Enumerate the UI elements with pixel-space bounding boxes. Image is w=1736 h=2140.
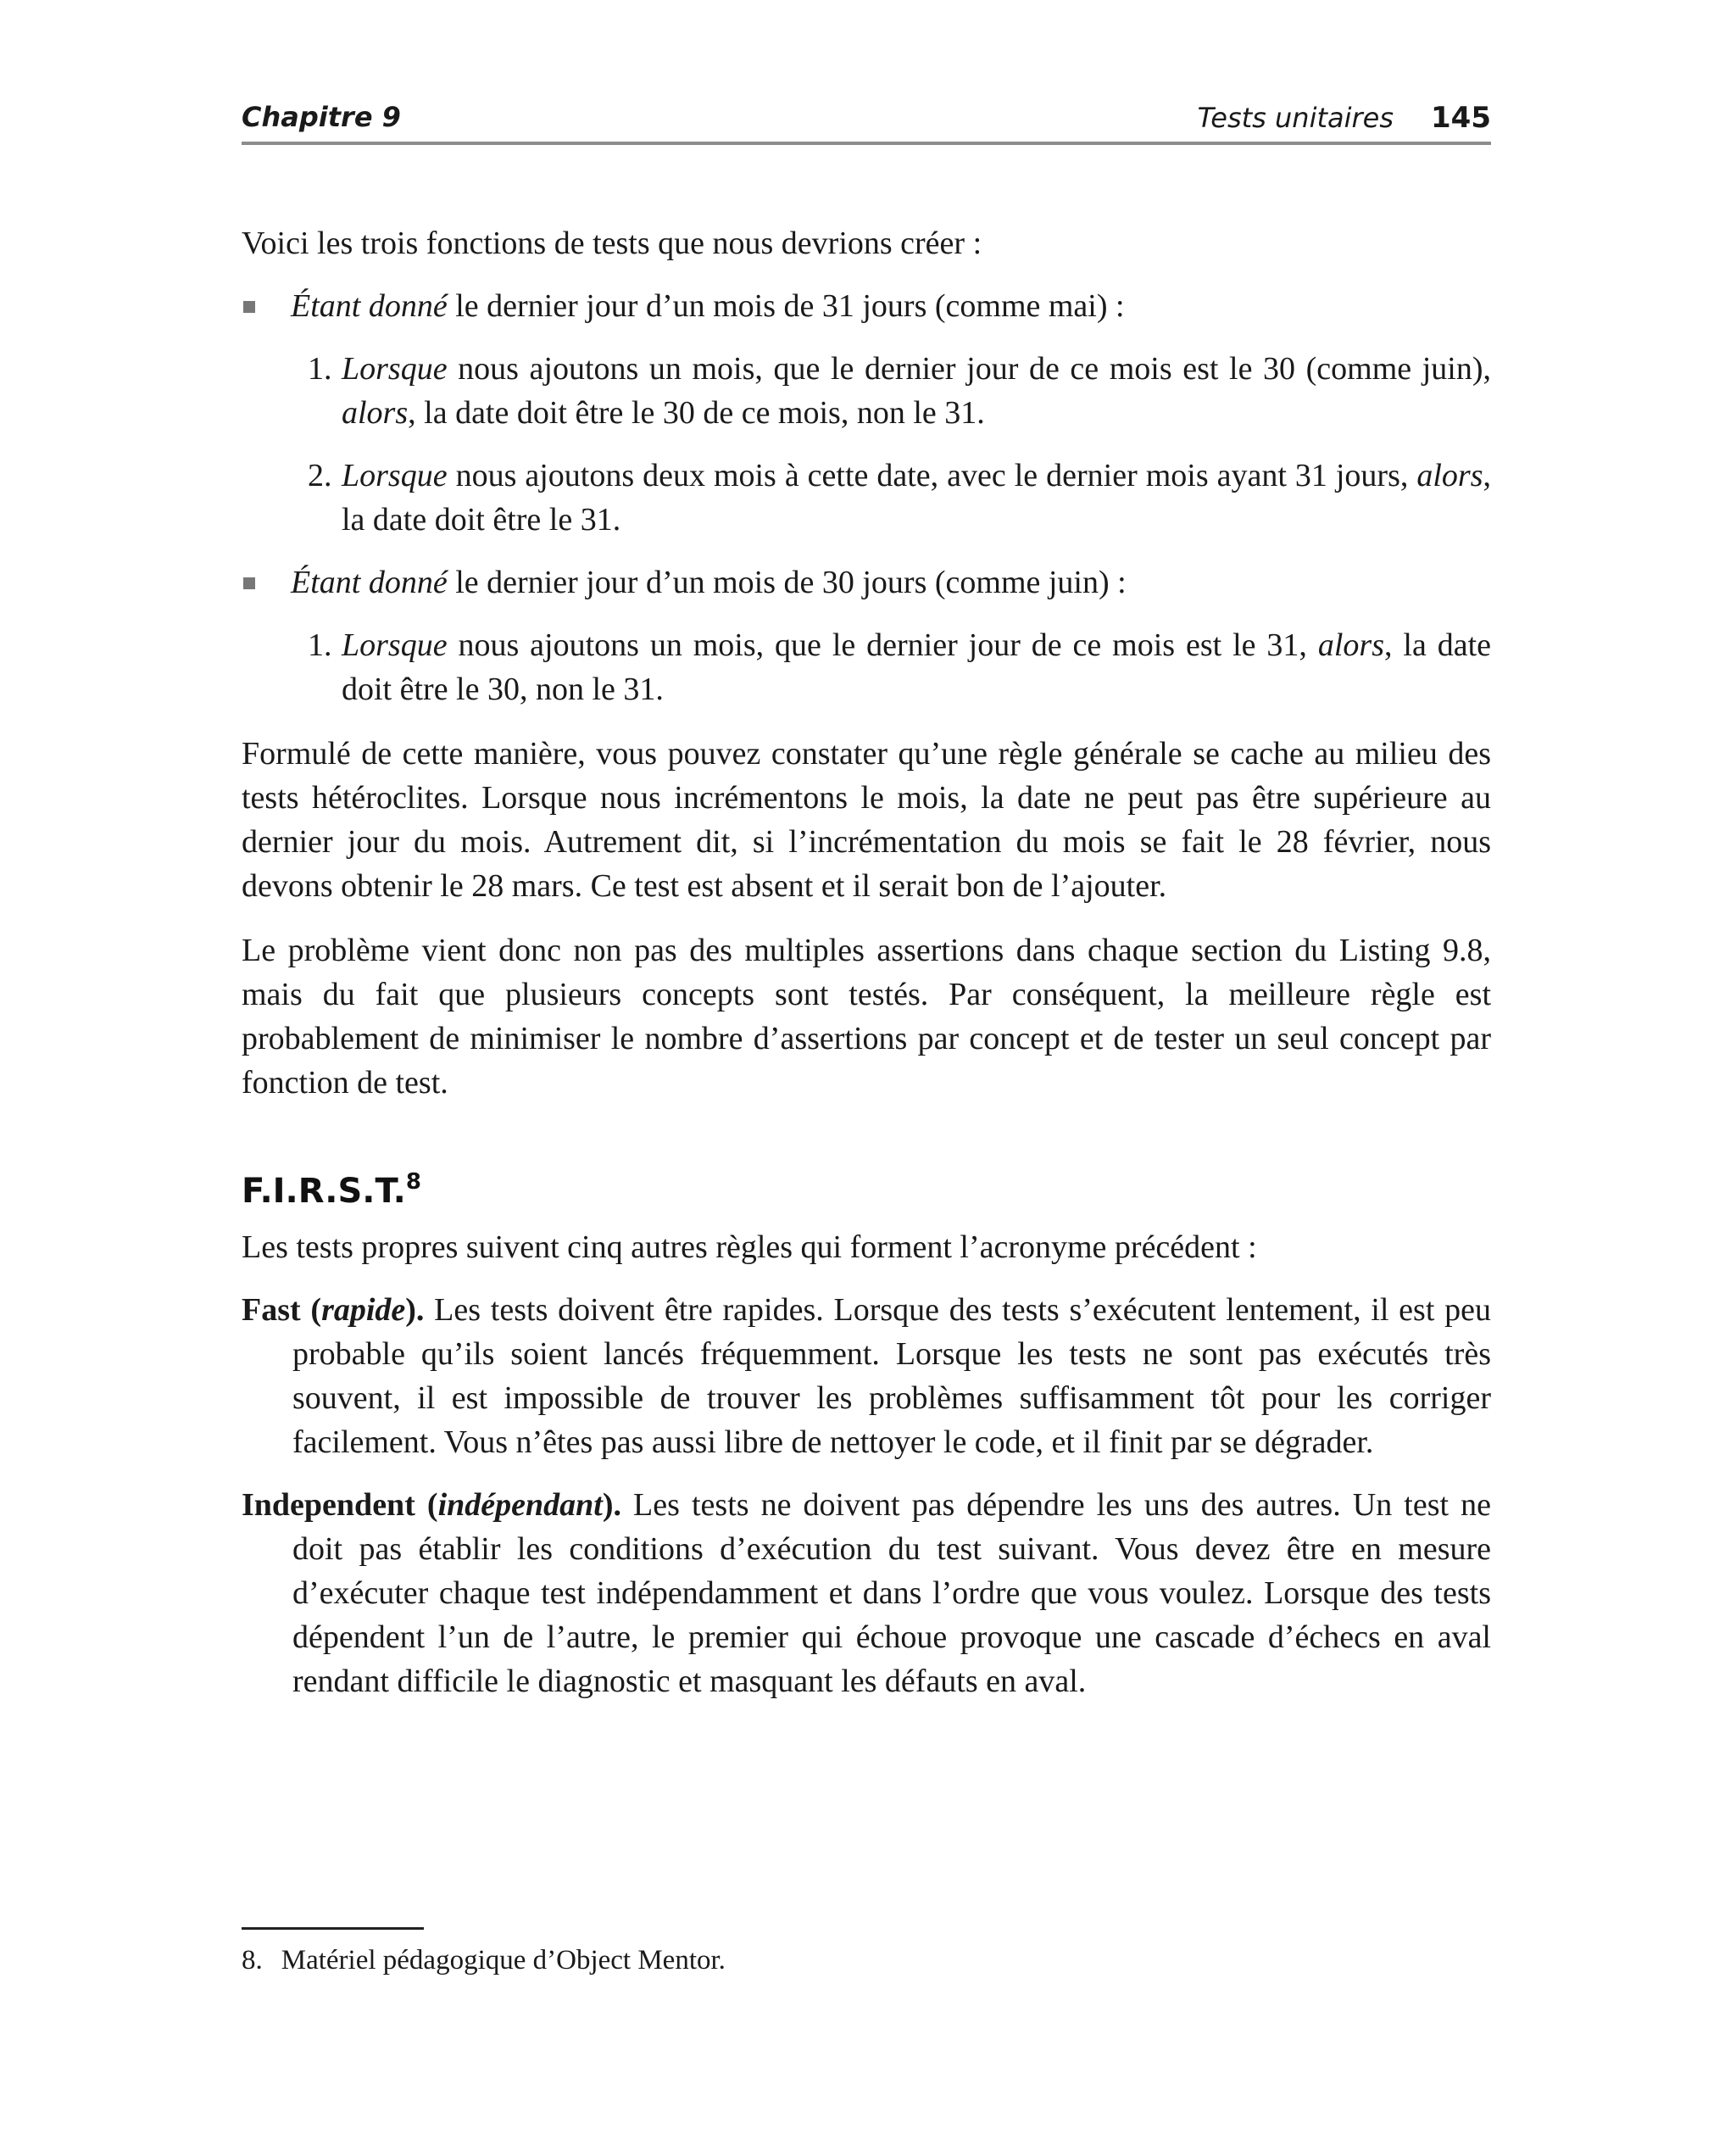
footnote-divider (242, 1927, 424, 1930)
definition-fast: Fast (rapide). Les tests doivent être rapides. Lorsque des tests s’exécutent lentement, il est peu probable qu’ils soient lancés fréquemment. Lorsque les tests ne sont pas exécutés très souvent, il est impossible de trouver les problèmes suffisamment tôt pour les corriger facilement. Vous n’êtes pas aussi libre de nettoyer le code, et il finit par se dégrader. (242, 1292, 1492, 1460)
square-bullet-icon (243, 301, 255, 313)
footnote-number: 8. (242, 1945, 263, 1976)
running-header (242, 98, 1491, 145)
header-right (1198, 101, 1491, 135)
bullet-lead: Étant donné le dernier jour d’un mois de 30 jours (comme juin) : (291, 565, 1127, 600)
running-title: Tests unitaires (1197, 102, 1394, 134)
square-bullet-icon (243, 577, 255, 589)
page-number: 145 (1431, 101, 1491, 135)
bullet-lead: Étant donné le dernier jour d’un mois de 31 jours (comme mai) : (291, 288, 1125, 324)
bullet-item (242, 284, 1491, 328)
bullet-item (242, 560, 1491, 605)
numbered-item: 1. Lorsque nous ajoutons un mois, que le dernier jour de ce mois est le 31, alors, la date doit être le 30, non le 31. (242, 623, 1491, 711)
numbered-item: 1. Lorsque nous ajoutons un mois, que le dernier jour de ce mois est le 30 (comme juin), alors, la date doit être le 30 de ce mois, non le 31. (242, 347, 1491, 435)
body-text (242, 221, 1491, 1703)
section-intro: Les tests propres suivent cinq autres règles qui forment l’acronyme précédent : (242, 1229, 1257, 1265)
item-number: 2. (308, 458, 332, 493)
page (242, 98, 1491, 1703)
item-number: 1. (308, 351, 332, 387)
numbered-item: 2. Lorsque nous ajoutons deux mois à cette date, avec le dernier mois ayant 31 jours, alors, la date doit être le 31. (242, 454, 1491, 542)
section-heading: F.I.R.S.T.$^8$ (242, 1169, 421, 1211)
footnote-text: Matériel pédagogique d’Object Mentor. (281, 1945, 726, 1976)
intro-paragraph: Voici les trois fonctions de tests que nous devrions créer : (242, 226, 982, 261)
paragraph: Formulé de cette manière, vous pouvez constater qu’une règle générale se cache au milieu des tests hétéroclites. Lorsque nous incrémentons le mois, la date ne peut pas être supérieure au dernier jour du mois. Autrement dit, si l’incrémentation du mois se fait le 28 février, nous devons obtenir le 28 mars. Ce test est absent et il serait bon de l’ajouter. (242, 736, 1491, 904)
definition-independent: Independent (indépendant). Les tests ne doivent pas dépendre les uns des autres. Un test ne doit pas établir les conditions d’exécution du test suivant. Vous devez être en mesure d’exécuter chaque test indépendamment et dans l’ordre que vous voulez. Lorsque des tests dépendent l’un de l’autre, le premier qui échoue provoque une cascade d’échecs en aval rendant difficile le diagnostic et masquant les défauts en aval. (242, 1487, 1491, 1699)
chapter-label: Chapitre 9 (242, 101, 401, 133)
footnote (242, 1942, 726, 1979)
item-number: 1. (308, 627, 332, 663)
paragraph: Le problème vient donc non pas des multiples assertions dans chaque section du Listing 9.8, mais du fait que plusieurs concepts sont testés. Par conséquent, la meilleure règle est probablement de minimiser le nombre d’assertions par concept et de tester un seul concept par fonction de test. (242, 933, 1491, 1101)
footnote-ref: 8 (405, 1169, 421, 1195)
